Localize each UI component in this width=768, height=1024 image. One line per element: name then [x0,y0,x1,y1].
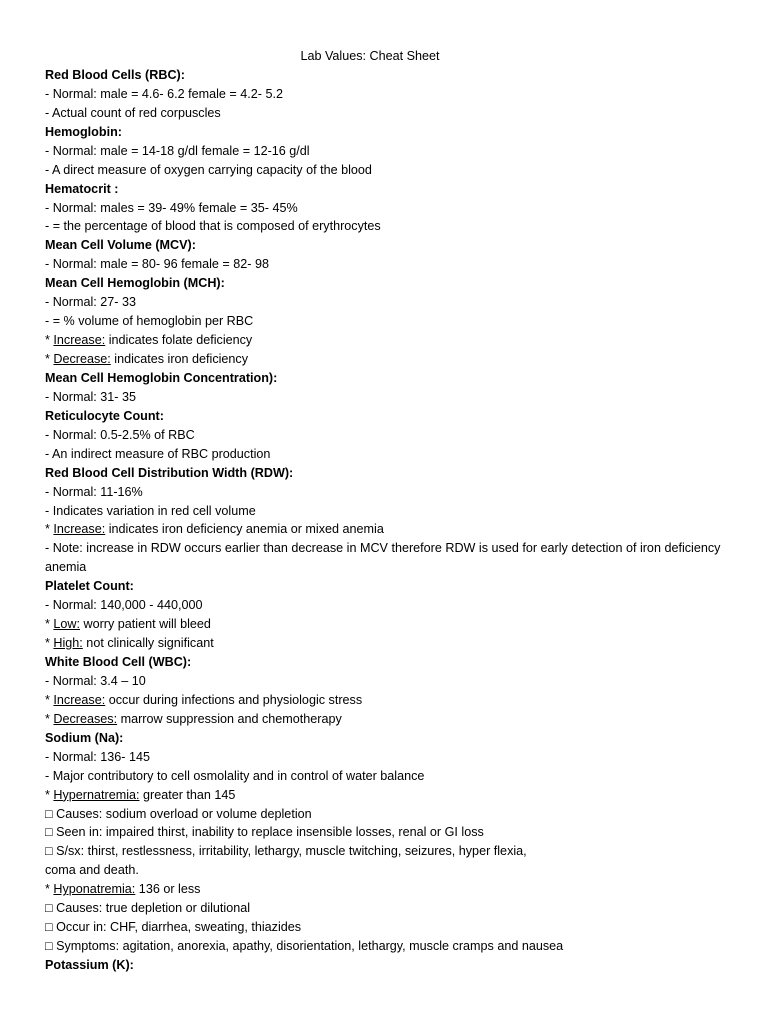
text-line: - Normal: male = 14-18 g/dl female = 12-16 g/dl [45,143,310,158]
section-heading: Mean Cell Hemoglobin (MCH): [45,276,225,291]
page-title: Lab Values: Cheat Sheet [300,49,440,63]
text-line: - Actual count of red corpuscles [45,105,221,120]
text-line: - An indirect measure of RBC production [45,446,271,461]
underlined-term: Increase: [53,522,106,537]
text-line: □ Symptoms: agitation, anorexia, apathy, disorientation, lethargy, muscle cramps and nausea [45,939,564,954]
underlined-term: Decrease: [53,352,111,366]
annotated-line [45,691,735,710]
line-text: occur during infections and physiologic stress [105,692,363,707]
annotated-line [45,350,735,369]
text-line: - Normal: 31- 35 [45,389,136,404]
section-heading: Reticulocyte Count: [45,408,164,423]
line-text: greater than 145 [139,787,236,802]
section-heading: Hemoglobin: [45,124,122,139]
section-heading: Mean Cell Hemoglobin Concentration): [45,370,278,385]
underlined-term: High: [53,636,83,651]
text-line: - = % volume of hemoglobin per RBC [45,314,254,329]
text-line: - = the percentage of blood that is composed of erythrocytes [45,219,381,234]
line-text: marrow suppression and chemotherapy [117,711,342,726]
bullet-marker: * [45,636,54,651]
annotated-line [45,615,735,634]
line-text: indicates folate deficiency [105,333,253,348]
text-line: - Normal: 136- 145 [45,749,150,764]
underlined-term: Hyponatremia: [53,882,136,897]
underlined-term: Increase: [53,692,106,707]
underlined-term: Increase: [53,333,106,348]
line-text: not clinically significant [82,636,214,651]
text-line: - Normal: male = 4.6- 6.2 female = 4.2- 5.2 [45,86,283,101]
text-line: - Major contributory to cell osmolality and in control of water balance [45,768,425,783]
text-line: □ Causes: true depletion or dilutional [45,901,251,916]
underlined-term: Decreases: [53,711,118,726]
annotated-line [45,520,735,539]
section-heading: Red Blood Cell Distribution Width (RDW): [45,465,294,480]
section-heading: White Blood Cell (WBC): [45,655,192,669]
section-heading: Hematocrit : [45,181,119,196]
underlined-term: Low: [53,617,81,632]
bullet-marker: * [45,692,54,707]
bullet-marker: * [45,333,54,348]
annotated-line [45,331,735,350]
text-line: - Normal: 0.5-2.5% of RBC [45,427,195,442]
bullet-marker: * [45,882,54,897]
document-page [45,47,735,975]
text-line: □ Seen in: impaired thirst, inability to replace insensible losses, renal or GI loss [45,825,484,840]
text-line: - Normal: male = 80- 96 female = 82- 98 [45,257,269,272]
bullet-marker: * [45,711,54,726]
line-text: indicates iron deficiency anemia or mixed anemia [105,522,384,537]
bullet-marker: * [45,617,54,632]
section-heading: Red Blood Cells (RBC): [45,67,185,82]
text-line: - Normal: 11-16% [45,484,143,499]
section-heading: Platelet Count: [45,579,134,594]
text-line: coma and death. [45,863,139,878]
text-line: □ Occur in: CHF, diarrhea, sweating, thiazides [45,920,302,935]
section-heading: Potassium (K): [45,958,134,972]
annotated-line [45,634,735,653]
annotated-line [45,710,735,729]
text-line: □ S/sx: thirst, restlessness, irritability, lethargy, muscle twitching, seizures, hyper flexia, [45,844,527,859]
document-body [45,66,735,975]
bullet-marker: * [45,787,54,802]
bullet-marker: * [45,352,54,366]
text-line: - Normal: 3.4 – 10 [45,673,146,688]
section-heading: Mean Cell Volume (MCV): [45,238,196,253]
line-text: indicates iron deficiency [110,352,249,366]
text-line: - Normal: 27- 33 [45,295,136,310]
annotated-line [45,786,735,805]
text-line: - Normal: 140,000 - 440,000 [45,598,203,613]
section-heading: Sodium (Na): [45,730,124,745]
line-text: 136 or less [135,882,201,897]
underlined-term: Hypernatremia: [53,787,140,802]
line-text: worry patient will bleed [80,617,211,632]
text-line: - Normal: males = 39- 49% female = 35- 45% [45,200,298,215]
text-line: - Indicates variation in red cell volume [45,503,256,518]
text-line: - Note: increase in RDW occurs earlier than decrease in MCV therefore RDW is used for early detection of iron deficiency anemia [45,541,721,575]
annotated-line [45,880,735,899]
text-line: - A direct measure of oxygen carrying capacity of the blood [45,162,372,177]
text-line: □ Causes: sodium overload or volume depletion [45,806,312,821]
bullet-marker: * [45,522,54,537]
